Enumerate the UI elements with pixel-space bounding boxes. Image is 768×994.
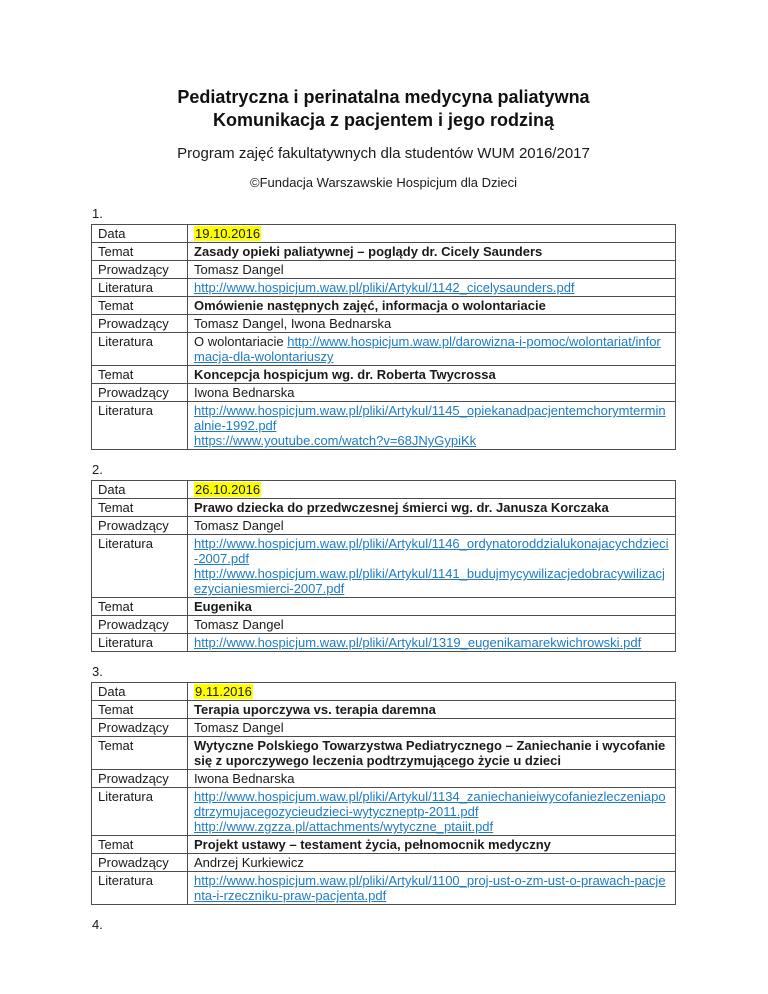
row-value — [188, 598, 676, 616]
row-value — [188, 872, 676, 905]
person-name: Tomasz Dangel — [194, 262, 284, 277]
table-row — [92, 297, 676, 315]
topic-text: Koncepcja hospicjum wg. dr. Roberta Twycrossa — [194, 367, 496, 382]
hyperlink[interactable]: http://www.hospicjum.waw.pl/darowizna-i-pomoc/wolontariat/informacja-dla-wolontariuszy — [194, 334, 661, 364]
row-value — [188, 719, 676, 737]
table-row — [92, 402, 676, 450]
row-value — [188, 854, 676, 872]
table-row — [92, 315, 676, 333]
row-value — [188, 481, 676, 499]
title-line-1: Pediatryczna i perinatalna medycyna paliatywna — [177, 87, 590, 107]
row-label: Temat — [92, 243, 188, 261]
table-row — [92, 481, 676, 499]
hyperlink[interactable]: http://www.hospicjum.waw.pl/pliki/Artykul/1142_cicelysaunders.pdf — [194, 280, 575, 295]
hyperlink[interactable]: http://www.hospicjum.waw.pl/pliki/Artykul/1141_budujmycywilizacjedobracywilizacjezycianiesmierci-2007.pdf — [194, 566, 665, 596]
topic-text: Zasady opieki paliatywnej – poglądy dr. Cicely Saunders — [194, 244, 543, 259]
row-label: Temat — [92, 701, 188, 719]
table-row — [92, 719, 676, 737]
row-value — [188, 384, 676, 402]
table-row — [92, 517, 676, 535]
person-name: Tomasz Dangel — [194, 518, 284, 533]
row-value — [188, 535, 676, 598]
topic-text: Wytyczne Polskiego Towarzystwa Pediatrycznego – Zaniechanie i wycofanie się z uporczywego leczenia podtrzymującego życie u dzieci — [194, 738, 666, 768]
table-row — [92, 701, 676, 719]
table-row — [92, 243, 676, 261]
row-label: Prowadzący — [92, 770, 188, 788]
hyperlink[interactable]: http://www.hospicjum.waw.pl/pliki/Artykul/1100_proj-ust-o-zm-ust-o-prawach-pacjenta-i-rzeczniku-praw-pacjenta.pdf — [194, 873, 666, 903]
section-number: 1. — [92, 206, 103, 221]
topic-text: Omówienie następnych zajęć, informacja o wolontariacie — [194, 298, 546, 313]
table-row — [92, 333, 676, 366]
row-value — [188, 683, 676, 701]
row-label: Temat — [92, 499, 188, 517]
row-label: Literatura — [92, 634, 188, 652]
table-row — [92, 634, 676, 652]
person-name: Tomasz Dangel — [194, 720, 284, 735]
page-title — [91, 86, 676, 132]
row-value — [188, 315, 676, 333]
row-label: Prowadzący — [92, 315, 188, 333]
link-prefix: O wolontariacie — [194, 334, 288, 349]
copyright-line: ©Fundacja Warszawskie Hospicjum dla Dzieci — [249, 175, 517, 190]
person-name: Iwona Bednarska — [194, 771, 295, 786]
row-value — [188, 243, 676, 261]
row-label: Literatura — [92, 402, 188, 450]
row-label: Literatura — [92, 279, 188, 297]
table-row — [92, 225, 676, 243]
topic-text: Terapia uporczywa vs. terapia daremna — [194, 702, 436, 717]
hyperlink[interactable]: http://www.zgzza.pl/attachments/wytyczne_ptaiit.pdf — [194, 819, 494, 834]
table-row — [92, 366, 676, 384]
table-row — [92, 683, 676, 701]
section-number: 4. — [92, 917, 103, 932]
row-label: Data — [92, 481, 188, 499]
row-label: Temat — [92, 297, 188, 315]
row-value — [188, 333, 676, 366]
table-row — [92, 535, 676, 598]
row-label: Data — [92, 683, 188, 701]
date-highlight: 9.11.2016 — [195, 684, 252, 699]
topic-text: Prawo dziecka do przedwczesnej śmierci wg. dr. Janusza Korczaka — [194, 500, 609, 515]
table-row — [92, 872, 676, 905]
person-name: Tomasz Dangel, Iwona Bednarska — [194, 316, 392, 331]
row-label: Literatura — [92, 788, 188, 836]
table-row — [92, 836, 676, 854]
section-number: 2. — [92, 462, 103, 477]
sections — [91, 206, 676, 932]
date-highlight: 26.10.2016 — [195, 482, 261, 497]
row-value — [188, 517, 676, 535]
row-value — [188, 616, 676, 634]
hyperlink[interactable]: http://www.hospicjum.waw.pl/pliki/Artykul/1145_opiekanadpacjentemchorymterminalnie-1992.pdf — [194, 403, 666, 433]
section-number: 3. — [92, 664, 103, 679]
table-row — [92, 737, 676, 770]
table-row — [92, 279, 676, 297]
date-highlight: 19.10.2016 — [195, 226, 261, 241]
row-label: Prowadzący — [92, 517, 188, 535]
row-value — [188, 261, 676, 279]
row-label: Literatura — [92, 333, 188, 366]
row-value — [188, 634, 676, 652]
table-row — [92, 770, 676, 788]
schedule-table — [91, 480, 676, 652]
row-value — [188, 499, 676, 517]
table-row — [92, 499, 676, 517]
row-value — [188, 402, 676, 450]
row-label: Data — [92, 225, 188, 243]
row-label: Prowadzący — [92, 261, 188, 279]
row-label: Prowadzący — [92, 854, 188, 872]
row-value — [188, 297, 676, 315]
row-label: Prowadzący — [92, 616, 188, 634]
person-name: Tomasz Dangel — [194, 617, 284, 632]
row-value — [188, 737, 676, 770]
table-row — [92, 384, 676, 402]
row-value — [188, 701, 676, 719]
hyperlink[interactable]: http://www.hospicjum.waw.pl/pliki/Artykul/1319_eugenikamarekwichrowski.pdf — [194, 635, 642, 650]
table-row — [92, 261, 676, 279]
row-value — [188, 366, 676, 384]
topic-text: Eugenika — [194, 599, 252, 614]
schedule-table — [91, 682, 676, 905]
hyperlink[interactable]: http://www.hospicjum.waw.pl/pliki/Artykul/1146_ordynatoroddzialukonajacychdzieci-2007.pdf — [194, 536, 669, 566]
document-subtitle: Program zajęć fakultatywnych dla studentów WUM 2016/2017 — [177, 145, 590, 162]
row-label: Temat — [92, 836, 188, 854]
row-label: Prowadzący — [92, 384, 188, 402]
hyperlink[interactable]: http://www.hospicjum.waw.pl/pliki/Artykul/1134_zaniechanieiwycofaniezleczeniapodtrzymujacegozycieudzieci-wytyczneptp-2011.pdf — [194, 789, 666, 819]
row-label: Temat — [92, 737, 188, 770]
row-label: Literatura — [92, 535, 188, 598]
person-name: Iwona Bednarska — [194, 385, 295, 400]
table-row — [92, 854, 676, 872]
topic-text: Projekt ustawy – testament życia, pełnomocnik medyczny — [194, 837, 551, 852]
row-value — [188, 836, 676, 854]
table-row — [92, 616, 676, 634]
table-row — [92, 598, 676, 616]
row-label: Temat — [92, 366, 188, 384]
table-row — [92, 788, 676, 836]
row-value — [188, 788, 676, 836]
title-line-2: Komunikacja z pacjentem i jego rodziną — [212, 110, 555, 130]
schedule-table — [91, 224, 676, 450]
person-name: Andrzej Kurkiewicz — [194, 855, 304, 870]
row-value — [188, 770, 676, 788]
row-value — [188, 225, 676, 243]
row-label: Temat — [92, 598, 188, 616]
row-value — [188, 279, 676, 297]
hyperlink[interactable]: https://www.youtube.com/watch?v=68JNyGypiKk — [194, 433, 477, 448]
row-label: Literatura — [92, 872, 188, 905]
row-label: Prowadzący — [92, 719, 188, 737]
